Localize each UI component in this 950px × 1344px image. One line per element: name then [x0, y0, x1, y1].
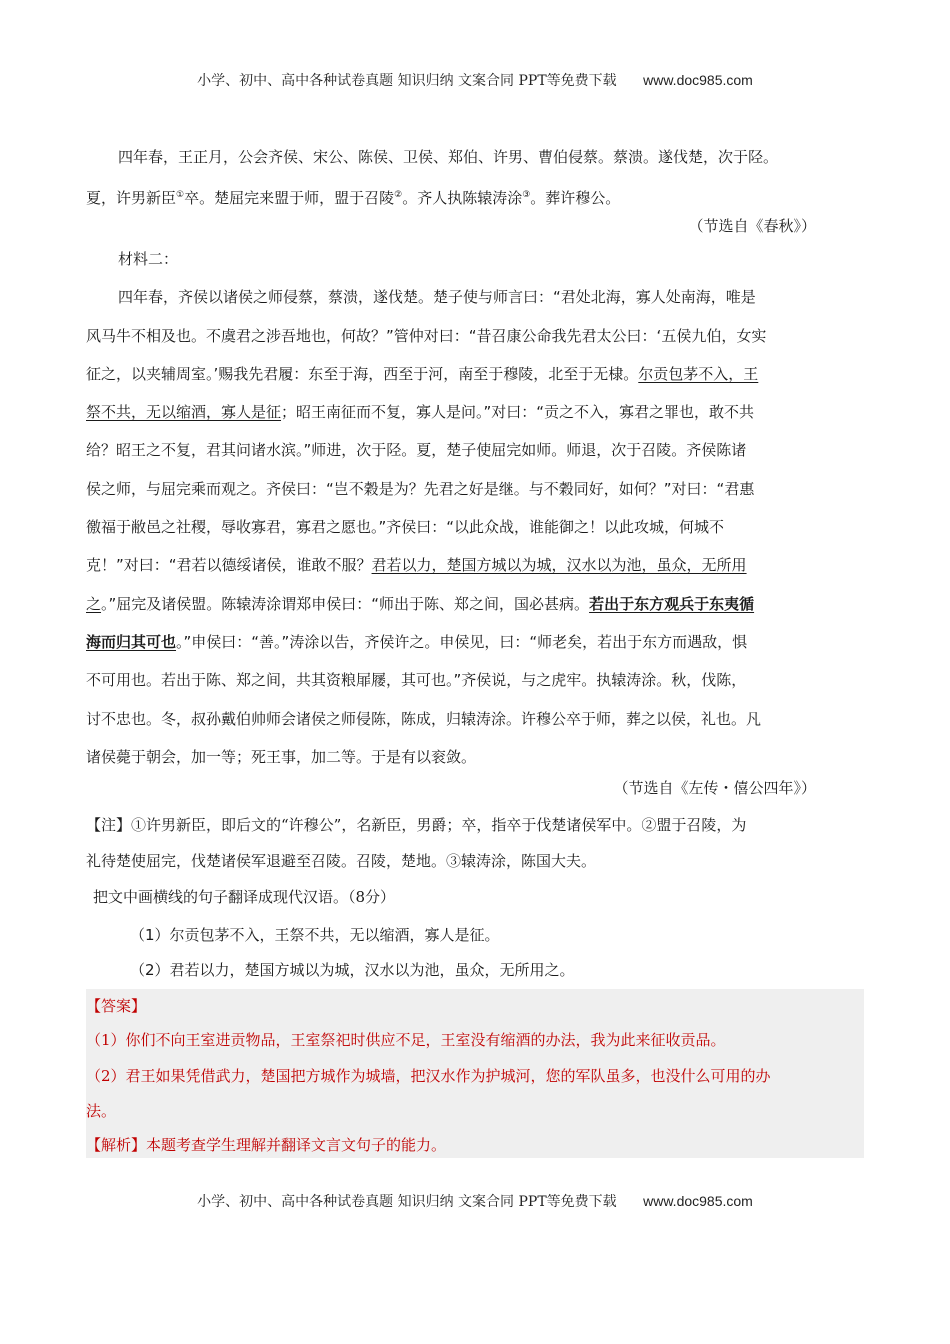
material-two-line: 讨不忠也。冬，叔孙戴伯帅师会诸侯之师侵陈，陈成，归辕涛涂。许穆公卒于师，葬之以侯，礼也。凡: [86, 709, 762, 728]
underlined-sentence-two: 君若以力，楚国方城以为城，汉水以为池，虽众，无所用: [371, 556, 747, 575]
task-instruction: 把文中画横线的句子翻译成现代汉语。（8分）: [93, 888, 396, 906]
material-two-line: 徼福于敝邑之社稷，辱收寡君，寡君之愿也。”齐侯曰：“以此众战，谁能御之！以此攻城，何城不: [86, 518, 725, 537]
bold-underlined-sentence: 海而归其可也: [86, 632, 177, 651]
note-line: 礼待楚使屈完，伐楚诸侯军退避至召陵。召陵，楚地。③辕涛涂，陈国大夫。: [86, 852, 597, 870]
underlined-sentence-two: 之: [86, 594, 102, 613]
material-two-label: 材料二：: [118, 250, 179, 268]
material-two-line: 海而归其可也。”申侯曰：“善。”涛涂以告，齐侯许之。申侯见，曰：“师老矣，若出于东方而遇敌，惧: [86, 632, 748, 651]
page-footer: [0, 1191, 950, 1211]
answer-two-cont: 法。: [86, 1102, 117, 1120]
material-two-line: 克！”对曰：“君若以德绥诸侯，谁敢不服？君若以力，楚国方城以为城，汉水以为池，虽众，无所用: [86, 556, 747, 575]
material-two-line: 诸侯薨于朝会，加一等；死王事，加二等。于是有以衮敛。: [86, 747, 477, 766]
material-two-line: 之。”屈完及诸侯盟。陈辕涛涂谓郑申侯曰：“师出于陈、郑之间，国必甚病。若出于东方观兵于东夷循: [86, 594, 755, 613]
source-chunqiu: （节选自《春秋》）: [688, 217, 816, 235]
footnote-mark: ③: [522, 190, 531, 201]
material-two-line: 侯之师，与屈完乘而观之。齐侯曰：“岂不穀是为？先君之好是继。与不穀同好，如何？”对曰：“君惠: [86, 479, 755, 498]
material-two-line: 征之，以夹辅周室。’赐我先君履：东至于海，西至于河，南至于穆陵，北至于无棣。尔贡包茅不入，王: [86, 364, 759, 383]
annotation-note: [86, 807, 864, 879]
material-two-line: 风马牛不相及也。不虞君之涉吾地也，何故？”管仲对曰：“昔召康公命我先君太公曰：‘五侯九伯，女实: [86, 326, 767, 345]
footnote-mark: ①: [176, 190, 185, 201]
underlined-sentence-one: 祭不共，无以缩酒，寡人是征: [86, 403, 282, 422]
material-two-line: 祭不共，无以缩酒，寡人是征；昭王南征而不复，寡人是问。”对曰：“贡之不入，寡君之罪也，敢不共: [86, 403, 755, 422]
material-one-line: 四年春，王正月，公会齐侯、宋公、陈侯、卫侯、郑伯、许男、曹伯侵蔡。蔡溃。遂伐楚，次于陉。: [118, 148, 779, 166]
answer-box: [86, 989, 864, 1158]
header-text: 小学、初中、高中各种试卷真题 知识归纳 文案合同 PPT等免费下载: [197, 73, 617, 89]
bold-underlined-sentence: 若出于东方观兵于东夷循: [589, 594, 755, 613]
note-line: 【注】①许男新臣，即后文的“许穆公”，名新臣，男爵；卒，指卒于伐楚诸侯军中。②盟于召陵，为: [86, 816, 747, 834]
footer-text: 小学、初中、高中各种试卷真题 知识归纳 文案合同 PPT等免费下载: [197, 1194, 617, 1210]
material-one-line: 夏，许男新臣①卒。楚屈完来盟于师，盟于召陵②。齐人执陈辕涛涂③。葬许穆公。: [86, 189, 621, 208]
answer-one: （1）你们不向王室进贡物品，王室祭祀时供应不足，王室没有缩酒的办法，我为此来征收贡品。: [86, 1031, 726, 1049]
source-zuozhuan: （节选自《左传・僖公四年》）: [613, 779, 816, 797]
footer-url[interactable]: www.doc985.com: [643, 1193, 753, 1209]
material-two-line: 给？昭王之不复，君其问诸水滨。”师进，次于陉。夏，楚子使屈完如师。师退，次于召陵。齐侯陈诸: [86, 441, 747, 460]
material-two: [86, 240, 864, 776]
header-url[interactable]: www.doc985.com: [643, 72, 753, 88]
page-header: [0, 70, 950, 90]
material-two-line: 四年春，齐侯以诸侯之师侵蔡，蔡溃，遂伐楚。楚子使与师言曰：“君处北海，寡人处南海，唯是: [118, 288, 756, 307]
underlined-sentence-one: 尔贡包茅不入，王: [638, 364, 759, 383]
analysis: 【解析】本题考查学生理解并翻译文言文句子的能力。: [86, 1136, 447, 1154]
material-one: [86, 138, 864, 215]
footnote-mark: ②: [394, 190, 403, 201]
material-two-line: 不可用也。若出于陈、郑之间，共其资粮屝屦，其可也。”齐侯说，与之虎牢。执辕涛涂。秋，伐陈，: [86, 671, 747, 690]
answer-two: （2）君王如果凭借武力，楚国把方城作为城墙，把汉水作为护城河，您的军队虽多，也没什么可用的办: [86, 1067, 771, 1085]
answer-label: 【答案】: [86, 997, 147, 1015]
question-two: （2）君若以力，楚国方城以为城，汉水以为池，虽众，无所用之。: [130, 961, 575, 979]
question-one: （1）尔贡包茅不入，王祭不共，无以缩酒，寡人是征。: [130, 926, 500, 944]
